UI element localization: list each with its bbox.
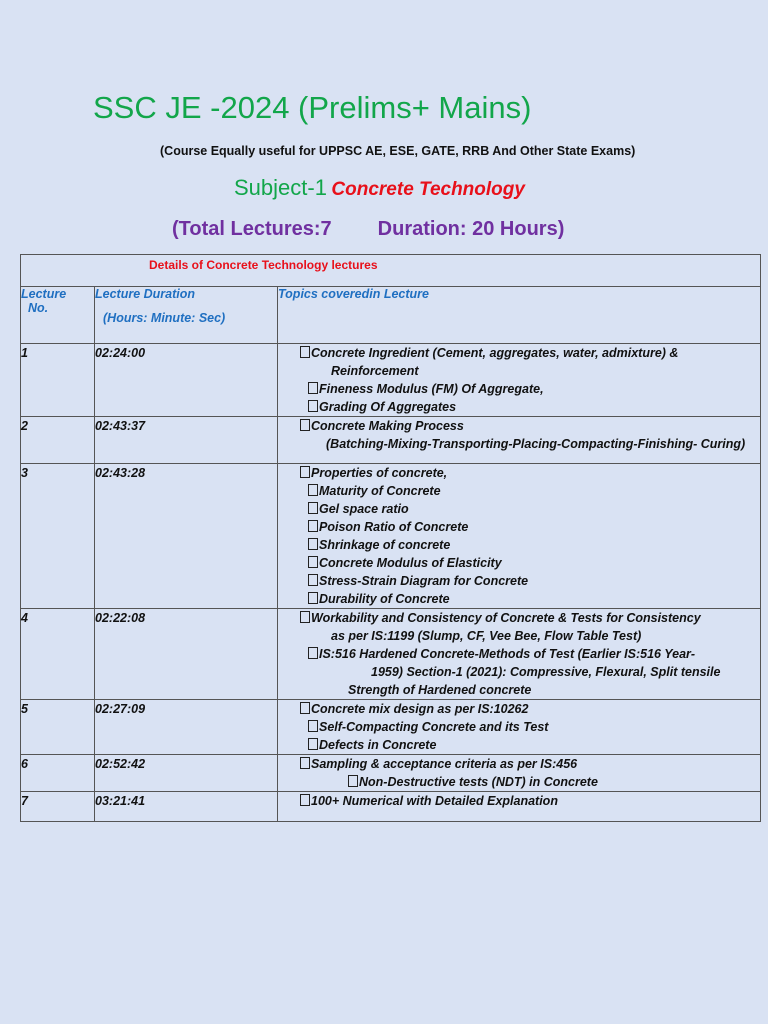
lecture-duration: 02:43:28	[95, 464, 278, 609]
bullet-box-icon	[308, 647, 318, 659]
topic-text: Gel space ratio	[319, 502, 409, 516]
topic-text: Poison Ratio of Concrete	[319, 520, 469, 534]
column-header-no: No.	[28, 301, 49, 315]
column-header-duration	[95, 287, 278, 344]
lecture-topics	[278, 417, 761, 464]
bullet-box-icon	[300, 419, 310, 431]
subject-name: Concrete Technology	[331, 179, 525, 200]
subject-prefix: Subject-1	[234, 175, 327, 200]
lecture-number: 6	[21, 755, 95, 792]
topic-line	[278, 417, 760, 435]
lecture-duration: 02:22:08	[95, 609, 278, 700]
topic-line	[278, 755, 760, 773]
topic-line	[278, 572, 760, 590]
topic-line	[278, 645, 760, 663]
topic-line	[278, 518, 760, 536]
bullet-box-icon	[300, 794, 310, 806]
table-row	[21, 792, 761, 822]
lecture-number: 4	[21, 609, 95, 700]
column-header-lecture-no	[21, 287, 95, 344]
topic-text: Concrete Modulus of Elasticity	[319, 556, 502, 570]
topic-line	[278, 627, 760, 645]
topic-text: Shrinkage of concrete	[319, 538, 451, 552]
lecture-topics	[278, 755, 761, 792]
topic-line	[278, 464, 760, 482]
topic-text: Strength of Hardened concrete	[348, 683, 532, 697]
topic-text: Properties of concrete,	[311, 466, 448, 480]
topic-line	[278, 736, 760, 754]
table-row	[21, 344, 761, 417]
course-totals	[172, 218, 564, 241]
bullet-box-icon	[308, 502, 318, 514]
column-header-duration-sub: (Hours: Minute: Sec)	[103, 311, 226, 325]
lecture-duration: 02:52:42	[95, 755, 278, 792]
topic-line	[278, 435, 760, 453]
topic-line	[278, 482, 760, 500]
topic-line	[278, 609, 760, 627]
lecture-number: 5	[21, 700, 95, 755]
bullet-box-icon	[300, 611, 310, 623]
topic-line	[278, 773, 760, 791]
column-header-topics: Topics coveredin Lecture	[278, 287, 761, 344]
table-row	[21, 609, 761, 700]
total-lectures: (Total Lectures:7	[172, 218, 332, 240]
topic-text: Non-Destructive tests (NDT) in Concrete	[359, 775, 598, 789]
column-header-lecture: Lecture	[21, 287, 67, 301]
topic-line	[278, 362, 760, 380]
lecture-table	[20, 254, 761, 822]
page-title: SSC JE -2024 (Prelims+ Mains)	[93, 90, 532, 125]
topic-line	[278, 398, 760, 416]
table-row	[21, 700, 761, 755]
table-caption: Details of Concrete Technology lectures	[21, 255, 761, 287]
topic-line	[278, 792, 760, 810]
topic-text: Fineness Modulus (FM) Of Aggregate,	[319, 382, 544, 396]
bullet-box-icon	[300, 466, 310, 478]
column-header-duration-label: Lecture Duration	[95, 287, 196, 301]
lecture-number: 2	[21, 417, 95, 464]
bullet-box-icon	[308, 538, 318, 550]
bullet-box-icon	[308, 574, 318, 586]
bullet-box-icon	[308, 738, 318, 750]
bullet-box-icon	[308, 484, 318, 496]
topic-text: Stress-Strain Diagram for Concrete	[319, 574, 529, 588]
topic-line	[278, 700, 760, 718]
bullet-box-icon	[308, 400, 318, 412]
lecture-topics	[278, 700, 761, 755]
lecture-topics	[278, 464, 761, 609]
lecture-number: 3	[21, 464, 95, 609]
lecture-number: 1	[21, 344, 95, 417]
page-subtitle: (Course Equally useful for UPPSC AE, ESE, GATE, RRB And Other State Exams)	[160, 144, 636, 158]
topic-line	[278, 344, 760, 362]
bullet-box-icon	[300, 757, 310, 769]
topic-text: Defects in Concrete	[319, 738, 437, 752]
topic-text: Durability of Concrete	[319, 592, 450, 606]
bullet-box-icon	[308, 592, 318, 604]
subject-heading	[234, 175, 525, 201]
table-row	[21, 755, 761, 792]
table-row	[21, 464, 761, 609]
bullet-box-icon	[308, 520, 318, 532]
lecture-topics	[278, 792, 761, 822]
topic-line	[278, 718, 760, 736]
topic-text: as per IS:1199 (Slump, CF, Vee Bee, Flow Table Test)	[331, 629, 642, 643]
topic-text: Self-Compacting Concrete and its Test	[319, 720, 549, 734]
topic-text: Maturity of Concrete	[319, 484, 441, 498]
topic-line	[278, 590, 760, 608]
table-header-row	[21, 287, 761, 344]
bullet-box-icon	[300, 346, 310, 358]
lecture-duration: 02:27:09	[95, 700, 278, 755]
topic-text: Reinforcement	[331, 364, 419, 378]
table-caption-row	[21, 255, 761, 287]
bullet-box-icon	[308, 720, 318, 732]
topic-text: Concrete Making Process	[311, 419, 464, 433]
total-duration: Duration: 20 Hours)	[377, 218, 565, 240]
bullet-box-icon	[308, 556, 318, 568]
bullet-box-icon	[308, 382, 318, 394]
topic-text: (Batching-Mixing-Transporting-Placing-Compacting-Finishing- Curing)	[326, 437, 746, 451]
lecture-duration: 02:24:00	[95, 344, 278, 417]
topic-line	[278, 500, 760, 518]
topic-text: Sampling & acceptance criteria as per IS:456	[311, 757, 578, 771]
topic-text: Concrete mix design as per IS:10262	[311, 702, 529, 716]
topic-line	[278, 663, 760, 681]
lecture-topics	[278, 344, 761, 417]
topic-line	[278, 380, 760, 398]
topic-text: 1959) Section-1 (2021): Compressive, Flexural, Split tensile	[371, 665, 721, 679]
lecture-topics	[278, 609, 761, 700]
bullet-box-icon	[348, 775, 358, 787]
topic-line	[278, 536, 760, 554]
topic-line	[278, 681, 760, 699]
topic-text: 100+ Numerical with Detailed Explanation	[311, 794, 558, 808]
lecture-duration: 03:21:41	[95, 792, 278, 822]
topic-text: Workability and Consistency of Concrete & Tests for Consistency	[311, 611, 701, 625]
topic-line	[278, 554, 760, 572]
topic-text: IS:516 Hardened Concrete-Methods of Test (Earlier IS:516 Year-	[319, 647, 696, 661]
lecture-number: 7	[21, 792, 95, 822]
topic-text: Grading Of Aggregates	[319, 400, 457, 414]
bullet-box-icon	[300, 702, 310, 714]
topic-text: Concrete Ingredient (Cement, aggregates, water, admixture) &	[311, 346, 679, 360]
lecture-duration: 02:43:37	[95, 417, 278, 464]
table-row	[21, 417, 761, 464]
